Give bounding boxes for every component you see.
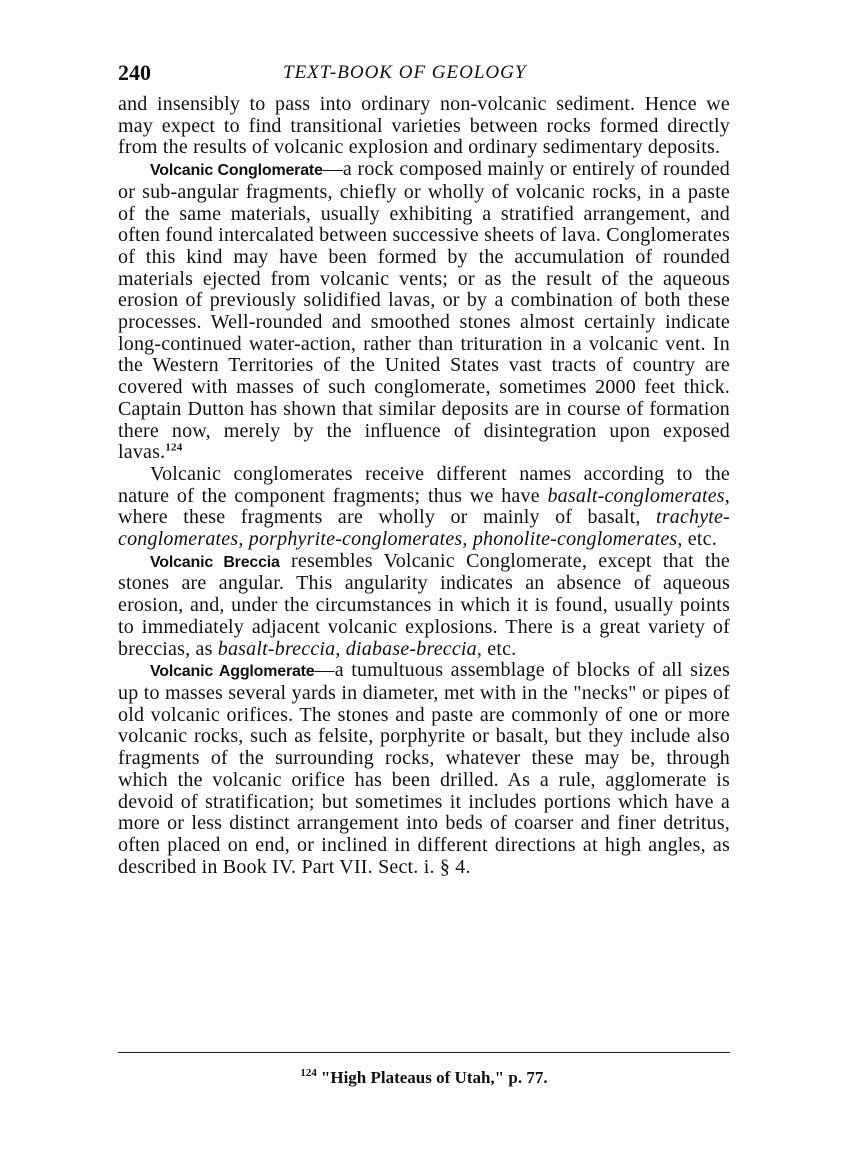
page-number: 240 <box>118 60 151 85</box>
paragraph-text: , etc. <box>476 637 517 660</box>
paragraph-text: —a tumultuous assemblage of blocks of all sizes up to masses several yards in diameter, met with in the "necks" or pipes of old volcanic orifices. The stones and paste are commonly of one or more volcanic rocks, such as felsite, porphyrite or basalt, but they include also fragments of the surrounding rocks, whatever these may be, through which the volcanic orifice has been drilled. As a rule, agglomerate is devoid of stratification; but sometimes it includes portions which have a more or less distinct arrangement into beds of coarser and finer detritus, often placed on end, or inclined in different directions at high angles, as described in Book IV. Part VII. Sect. i. § 4. <box>118 659 730 878</box>
paragraph-text: , <box>462 528 473 551</box>
paragraph-text: , etc. <box>677 528 717 551</box>
page-content <box>118 58 730 878</box>
term-heading: Volcanic Agglomerate <box>150 663 315 681</box>
paragraph-text: , <box>335 637 346 660</box>
paragraph-text: resembles Volcanic Conglomerate, except that the stones are angular. This angularity indicates an absence of aqueous erosion, and, under the circumstances in which it is found, usually points to immediately adjacent volcanic explosions. There is a great variety of breccias, as <box>118 549 731 660</box>
italic-term: basalt-conglomerates <box>547 484 725 507</box>
footnote-mark: 124 <box>300 1067 317 1080</box>
body-text <box>118 94 730 878</box>
paragraph-volcanic-conglomerate <box>118 159 730 464</box>
italic-term: basalt-breccia <box>217 637 336 660</box>
paragraph-text: , where these fragments are wholly or mainly of basalt, <box>118 484 730 529</box>
term-heading: Volcanic Breccia <box>150 553 280 571</box>
paragraph-text: and insensibly to pass into ordinary non-volcanic sediment. Hence we may expect to find transitional varieties between rocks formed directly from the results of volcanic explosion and ordinary sedimentary deposits. <box>118 93 730 159</box>
footnote-reference[interactable]: 124 <box>165 441 183 454</box>
footnote-text: "High Plateaus of Utah," p. 77. <box>320 1068 548 1087</box>
paragraph-text: , <box>238 528 249 551</box>
paragraph-text: Volcanic conglomerates receive different names according to the nature of the component fragments; thus we have <box>118 462 730 507</box>
running-title: TEXT-BOOK OF GEOLOGY <box>283 62 527 83</box>
paragraph-text: —a rock composed mainly or entirely of rounded or sub-angular fragments, chiefly or wholly of volcanic rocks, in a paste of the same materials, usually exhibiting a stratified arrangement, and often found intercalated between successive sheets of lava. Conglomerates of this kind may have been formed by the accumulation of rounded materials ejected from volcanic vents; or as the result of the aqueous erosion of previously solidified lavas, or by a combination of both these processes. Well-rounded and smoothed stones almost certainly indicate long-continued water-action, rather than trituration in a volcanic vent. In the Western Territories of the United States vast tracts of country are covered with masses of such conglomerate, sometimes 2000 feet thick. Captain Dutton has shown that similar deposits are in course of formation there now, merely by the influence of disintegration upon exposed lavas. <box>118 158 730 464</box>
italic-term: porphyrite-conglomerates <box>248 528 463 551</box>
paragraph-volcanic-agglomerate <box>118 660 730 878</box>
paragraph <box>118 94 730 159</box>
italic-term: diabase-breccia <box>345 637 477 660</box>
footnote <box>118 1068 730 1088</box>
term-heading: Volcanic Conglomerate <box>150 162 323 180</box>
italic-term: trachyte-conglomerates <box>118 506 730 551</box>
footnote-divider <box>118 1052 730 1053</box>
running-header <box>118 58 730 94</box>
italic-term: phonolite-conglomerates <box>472 528 678 551</box>
paragraph-conglomerate-names <box>118 464 730 551</box>
paragraph-volcanic-breccia <box>118 551 730 661</box>
